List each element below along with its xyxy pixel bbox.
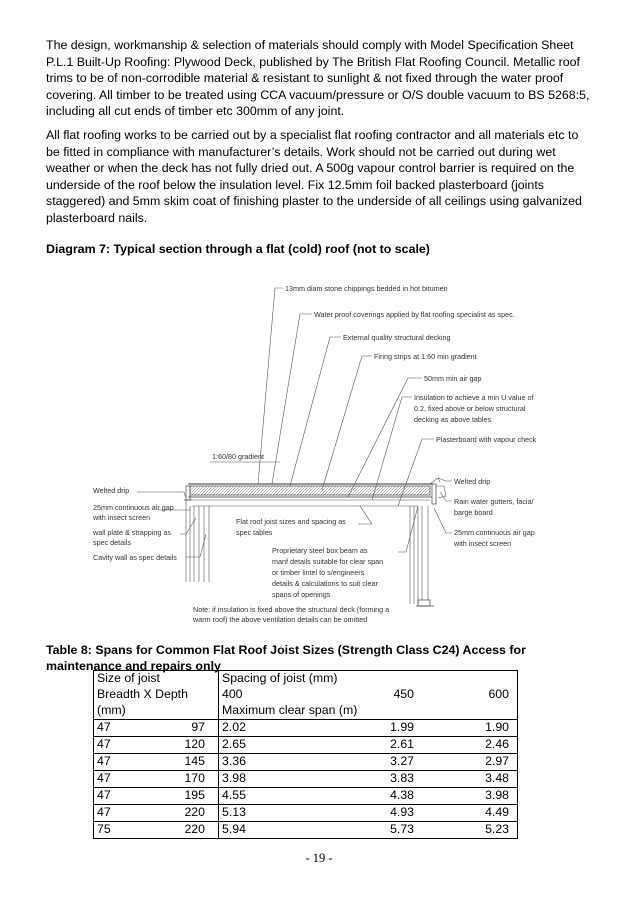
header-spacing-450: 450	[393, 687, 414, 701]
joist-size-cell	[94, 822, 219, 839]
depth-value: 97	[191, 720, 205, 734]
diagram-labels	[92, 284, 537, 624]
span-600-value: 3.48	[485, 771, 509, 785]
span-600-value: 4.49	[485, 805, 509, 819]
diagram-heading: Diagram 7: Typical section through a flat (cold) roof (not to scale)	[46, 242, 430, 256]
span-values-cell	[219, 771, 518, 788]
label-decking: External quality structural decking	[343, 333, 451, 342]
label-joist-2: spec tables	[236, 528, 273, 537]
span-600-value: 2.97	[485, 754, 509, 768]
label-plasterboard: Plasterboard with vapour check	[436, 435, 537, 444]
joist-size-cell	[94, 805, 219, 822]
span-400-value: 3.36	[222, 754, 246, 768]
label-air-gap: 50mm min air gap	[424, 374, 482, 383]
span-400-value: 2.65	[222, 737, 246, 751]
table-row	[94, 771, 518, 788]
left-cavity-wall	[186, 500, 209, 582]
breadth-value: 47	[97, 754, 111, 768]
label-air-gap-left-2: with insect screen	[93, 513, 151, 522]
roof-section-diagram	[0, 272, 638, 632]
label-insulation-2: 0.2, fixed above or below structural	[414, 404, 526, 413]
page-number: - 19 -	[305, 851, 333, 865]
breadth-value: 47	[97, 805, 111, 819]
depth-value: 120	[184, 737, 205, 751]
span-values-cell	[219, 754, 518, 771]
label-firing-strips: Firing strips at 1:60 min gradient	[374, 352, 477, 361]
span-values-cell	[219, 805, 518, 822]
header-size-of-joist: Size of joist	[94, 671, 219, 688]
label-beam-4: details & calculations to suit clear	[272, 579, 378, 588]
label-gutters-2: barge board	[454, 508, 493, 517]
label-beam-3: or timber lintel to s/engineers	[272, 568, 365, 577]
span-450-value: 1.99	[390, 720, 414, 734]
breadth-value: 75	[97, 822, 111, 836]
span-600-value: 1.90	[485, 720, 509, 734]
span-450-value: 5.73	[390, 822, 414, 836]
span-600-value: 2.46	[485, 737, 509, 751]
span-450-value: 4.38	[390, 788, 414, 802]
right-eaves	[430, 478, 446, 504]
roofing-works-paragraph: All flat roofing works to be carried out by a specialist flat roofing contractor and all materials etc to be fitted in compliance with manufacturer’s details. Work should not be carried out during wet weather or when the deck has not fully dried out. A 500g vapour control barrier is required on the underside of the roof below the insulation level. Fix 12.5mm foil backed plasterboard (joints staggered) and 5mm skim coat of finishing plaster to the underside of all ceilings using galvanized plasterboard nails.	[46, 128, 582, 225]
label-beam-5: spans of openings	[272, 590, 331, 599]
label-welted-drip-right: Welted drip	[454, 477, 491, 486]
label-air-gap-left-1: 25mm continuous air gap	[93, 503, 174, 512]
span-600-value: 5.23	[485, 822, 509, 836]
table-row	[94, 805, 518, 822]
depth-value: 220	[184, 805, 205, 819]
label-joist-1: Flat roof joist sizes and spacing as	[236, 517, 346, 526]
depth-value: 170	[184, 771, 205, 785]
label-coverings: Water proof coverings applied by flat roofing specialist as spec.	[314, 310, 515, 319]
table-row	[94, 788, 518, 805]
label-wall-plate-1: wall plate & strapping as	[93, 528, 171, 537]
label-gutters-1: Rain water gutters, facia/	[454, 497, 534, 506]
label-note-2: warm roof) the above ventilation details can be omitted	[193, 615, 368, 624]
span-450-value: 3.27	[390, 754, 414, 768]
breadth-value: 47	[97, 771, 111, 785]
label-air-gap-right-1: 25mm continuous air gap	[454, 528, 535, 537]
span-450-value: 4.93	[390, 805, 414, 819]
specification-paragraph: The design, workmanship & selection of materials should comply with Model Specification Sheet P.L.1 Built-Up Roofing: Plywood Deck, published by The British Flat Roofing Council. Metallic roof trims to be of non-corrodible material & resistant to sunlight & not fixed through the water proof covering. All timber to be treated using CCA vacuum/pressure or O/S double vacuum to BS 5268:5, including all cut ends of timber etc 300mm of any joint.	[46, 38, 590, 119]
span-values-cell	[219, 788, 518, 805]
span-values-cell	[219, 720, 518, 737]
label-gradient: 1:60/80 gradient	[212, 452, 264, 461]
span-400-value: 4.55	[222, 788, 246, 802]
joist-size-cell	[94, 754, 219, 771]
header-spacing-400: 400	[222, 687, 243, 701]
breadth-value: 47	[97, 788, 111, 802]
label-insulation-1: Insulation to achieve a min U value of	[414, 393, 534, 402]
label-beam-1: Proprietary steel box beam as	[272, 546, 368, 555]
breadth-value: 47	[97, 720, 111, 734]
span-400-value: 5.13	[222, 805, 246, 819]
breadth-value: 47	[97, 737, 111, 751]
span-450-value: 3.83	[390, 771, 414, 785]
span-400-value: 2.02	[222, 720, 246, 734]
depth-value: 195	[184, 788, 205, 802]
table-row	[94, 720, 518, 737]
label-chippings: 13mm diam stone chippings bedded in hot bitumen	[285, 284, 448, 293]
label-welted-drip-left: Welted drip	[93, 486, 130, 495]
header-max-span: Maximum clear span (m)	[219, 703, 518, 720]
span-values-cell	[219, 822, 518, 839]
label-air-gap-right-2: with insect screen	[454, 539, 512, 548]
header-spacing-600: 600	[488, 687, 509, 701]
header-breadth-depth: Breadth X Depth	[94, 687, 219, 703]
joist-size-cell	[94, 737, 219, 754]
label-note-1: Note: if insulation is fixed above the structural deck (forming a	[193, 605, 390, 614]
joist-size-cell	[94, 720, 219, 737]
label-beam-2: manf details suitable for clear span	[272, 557, 384, 566]
roof-build-up	[188, 484, 433, 506]
joist-spans-table	[93, 670, 518, 839]
header-spacing: Spacing of joist (mm)	[219, 671, 518, 688]
depth-value: 145	[184, 754, 205, 768]
depth-value: 220	[184, 822, 205, 836]
table-row	[94, 822, 518, 839]
joist-size-cell	[94, 788, 219, 805]
header-mm: (mm)	[94, 703, 219, 720]
table-row	[94, 737, 518, 754]
span-400-value: 3.98	[222, 771, 246, 785]
label-insulation-3: decking as above tables	[414, 415, 492, 424]
span-values-cell	[219, 737, 518, 754]
table-row	[94, 754, 518, 771]
span-450-value: 2.61	[390, 737, 414, 751]
table-heading: Table 8: Spans for Common Flat Roof Joist Sizes (Strength Class C24) Access for maintenance and repairs only	[46, 643, 526, 673]
header-spacing-values	[219, 687, 518, 703]
label-cavity-wall: Cavity wall as spec details	[93, 553, 177, 562]
span-400-value: 5.94	[222, 822, 246, 836]
joist-size-cell	[94, 771, 219, 788]
label-wall-plate-2: spec details	[93, 538, 131, 547]
span-600-value: 3.98	[485, 788, 509, 802]
right-cavity-wall	[410, 506, 434, 606]
